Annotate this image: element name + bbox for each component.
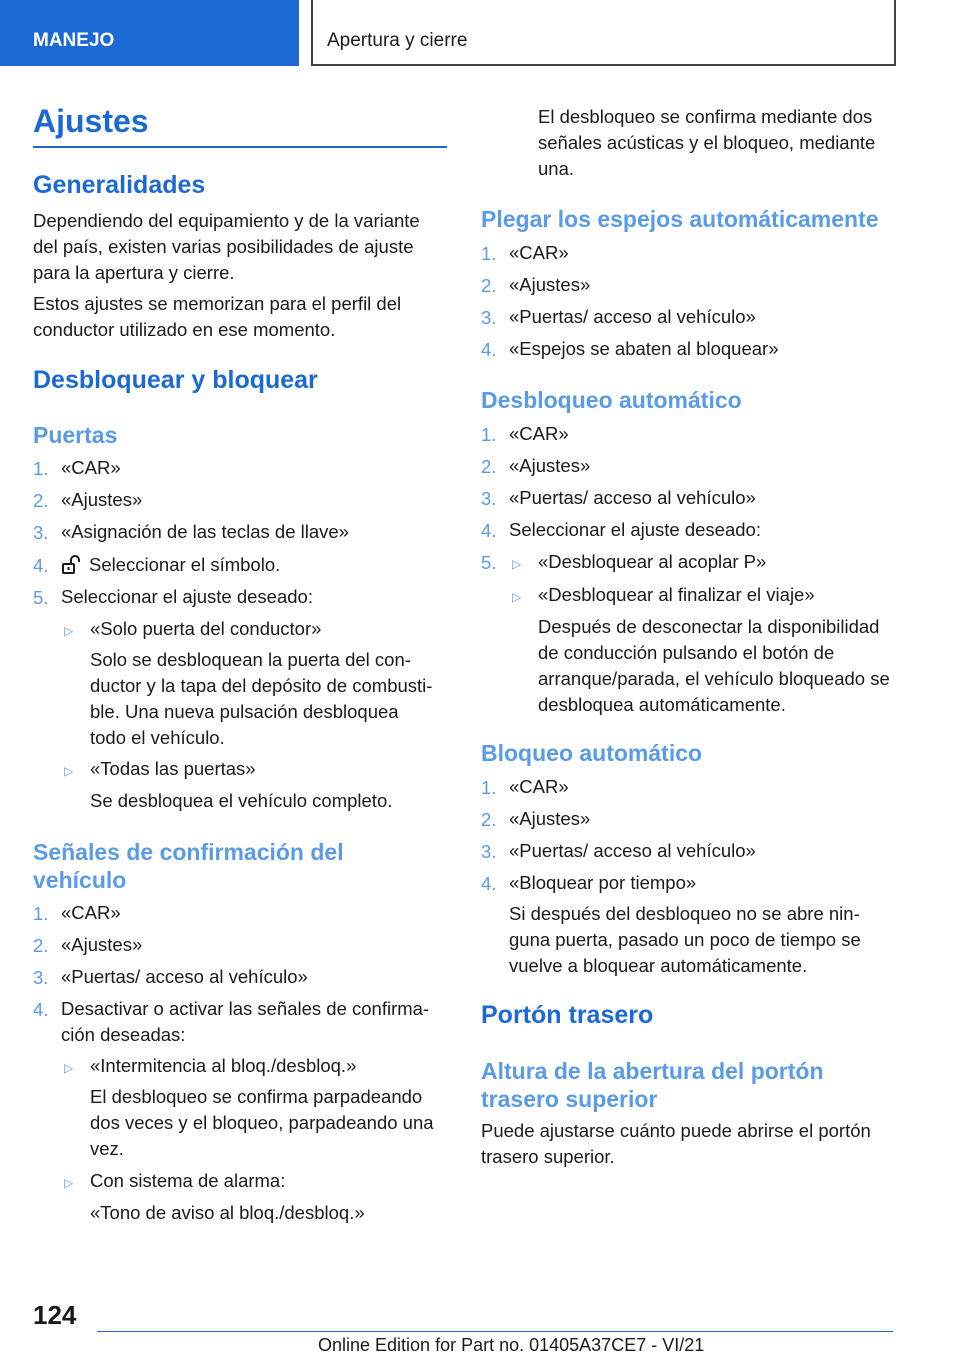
option-desc: de conducción pulsando el botón de [538, 642, 835, 663]
para-line: Estos ajustes se memorizan para el perfil del [33, 293, 402, 314]
option-desc: ductor y la tapa del depósito de combusti- [90, 675, 433, 696]
heading-espejos: Plegar los espejos automáticamente [481, 206, 879, 232]
step-text: Desactivar o activar las señales de confirma- [61, 998, 430, 1019]
step-number: 2. [481, 456, 497, 477]
step-number: 4. [33, 555, 49, 576]
chapter-tab: MANEJO [0, 0, 299, 66]
footer-rule [97, 1331, 893, 1332]
option-desc: arranque/parada, el vehículo bloqueado se [538, 668, 890, 689]
step-text: «Espejos se abaten al bloquear» [509, 338, 779, 359]
unlock-icon [61, 555, 81, 582]
step-number: 1. [481, 243, 497, 264]
page-number: 124 [33, 1300, 77, 1330]
step-text: «Ajustes» [509, 808, 591, 829]
step-number: 2. [33, 490, 49, 511]
heading-generalidades: Generalidades [33, 171, 206, 199]
step-number: 1. [33, 903, 49, 924]
option-label: «Intermitencia al bloq./desbloq.» [90, 1055, 357, 1076]
option-desc: Solo se desbloquean la puerta del con- [90, 649, 411, 670]
section-title: Apertura y cierre [311, 0, 896, 66]
para-line: Puede ajustarse cuánto puede abrirse el portón [481, 1120, 871, 1141]
step-number: 4. [481, 873, 497, 894]
option-desc: desbloquea automáticamente. [538, 694, 786, 715]
para-line: conductor utilizado en ese momento. [33, 319, 336, 340]
heading-senales: Señales de confirmación del [33, 839, 344, 865]
step-number: 1. [481, 424, 497, 445]
step-number: 5. [481, 552, 497, 573]
step-number: 2. [481, 809, 497, 830]
para-line: una. [538, 158, 575, 179]
option-desc: vez. [90, 1138, 124, 1159]
heading-puertas: Puertas [33, 422, 118, 448]
option-label: «Todas las puertas» [90, 758, 256, 779]
option-desc: ble. Una nueva pulsación desbloquea [90, 701, 399, 722]
para-line: del país, existen varias posibilidades de ajuste [33, 236, 414, 257]
step-desc: Si después del desbloqueo no se abre nin- [509, 903, 860, 924]
bullet-triangle-icon: ▷ [64, 764, 74, 778]
heading-desbloqueo: Desbloqueo automático [481, 387, 742, 413]
step-number: 2. [33, 935, 49, 956]
step-number: 1. [481, 777, 497, 798]
step-text: «Ajustes» [61, 934, 143, 955]
bullet-triangle-icon: ▷ [512, 557, 522, 571]
step-text: «CAR» [509, 776, 569, 797]
option-label: Con sistema de alarma: [90, 1170, 286, 1191]
option-desc: El desbloqueo se confirma parpadeando [90, 1086, 423, 1107]
step-number: 3. [33, 967, 49, 988]
step-text: Seleccionar el símbolo. [89, 554, 281, 575]
step-text-cont: ción deseadas: [61, 1024, 186, 1045]
step-text: «CAR» [509, 423, 569, 444]
heading-altura: Altura de la abertura del portón [481, 1058, 824, 1084]
step-text: Seleccionar el ajuste deseado: [61, 586, 313, 607]
edition-text: Online Edition for Part no. 01405A37CE7 - VI/21 [318, 1335, 705, 1355]
para-line: trasero superior. [481, 1146, 615, 1167]
para-line: para la apertura y cierre. [33, 262, 235, 283]
step-text: «Asignación de las teclas de llave» [61, 521, 349, 542]
page-title: Ajustes [33, 103, 149, 139]
step-text: «Bloquear por tiempo» [509, 872, 697, 893]
step-number: 2. [481, 275, 497, 296]
step-desc: vuelve a bloquear automáticamente. [509, 955, 808, 976]
option-label: «Desbloquear al acoplar P» [538, 551, 767, 572]
option-desc: todo el vehículo. [90, 727, 225, 748]
heading-porton: Portón trasero [481, 1001, 654, 1029]
heading-altura-cont: trasero superior [481, 1086, 658, 1112]
step-text: «CAR» [509, 242, 569, 263]
step-text: Seleccionar el ajuste deseado: [509, 519, 761, 540]
bullet-triangle-icon: ▷ [64, 1061, 74, 1075]
step-text: «Puertas/ acceso al vehículo» [509, 306, 756, 327]
step-number: 3. [481, 488, 497, 509]
step-number: 3. [481, 841, 497, 862]
step-number: 4. [481, 339, 497, 360]
heading-desbloquear: Desbloquear y bloquear [33, 366, 318, 394]
option-desc: «Tono de aviso al bloq./desbloq.» [90, 1202, 365, 1223]
step-text-with-icon [61, 552, 280, 582]
step-number: 3. [481, 307, 497, 328]
bullet-triangle-icon: ▷ [64, 624, 74, 638]
option-desc: Se desbloquea el vehículo completo. [90, 790, 393, 811]
step-text: «Puertas/ acceso al vehículo» [509, 840, 756, 861]
para-line: El desbloqueo se confirma mediante dos [538, 106, 873, 127]
bullet-triangle-icon: ▷ [512, 590, 522, 604]
step-text: «CAR» [61, 902, 121, 923]
step-text: «Puertas/ acceso al vehículo» [509, 487, 756, 508]
option-label: «Desbloquear al finalizar el viaje» [538, 584, 815, 605]
step-number: 4. [481, 520, 497, 541]
title-rule [33, 146, 447, 148]
step-text: «Puertas/ acceso al vehículo» [61, 966, 308, 987]
para-line: Dependiendo del equipamiento y de la variante [33, 210, 420, 231]
page-header [0, 0, 960, 66]
step-text: «CAR» [61, 457, 121, 478]
step-number: 5. [33, 587, 49, 608]
step-text: «Ajustes» [61, 489, 143, 510]
step-text: «Ajustes» [509, 274, 591, 295]
step-desc: guna puerta, pasado un poco de tiempo se [509, 929, 861, 950]
option-desc: Después de desconectar la disponibilidad [538, 616, 880, 637]
step-number: 1. [33, 458, 49, 479]
step-number: 4. [33, 999, 49, 1020]
heading-senales-cont: vehículo [33, 867, 127, 893]
para-line: señales acústicas y el bloqueo, mediante [538, 132, 876, 153]
heading-bloqueo: Bloqueo automático [481, 740, 703, 766]
step-text: «Ajustes» [509, 455, 591, 476]
step-number: 3. [33, 522, 49, 543]
option-desc: dos veces y el bloqueo, parpadeando una [90, 1112, 434, 1133]
bullet-triangle-icon: ▷ [64, 1176, 74, 1190]
option-label: «Solo puerta del conductor» [90, 618, 322, 639]
